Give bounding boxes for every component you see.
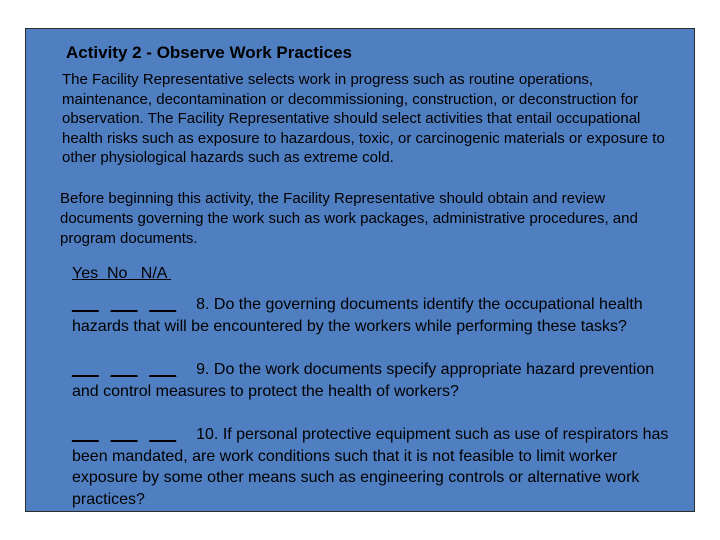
question-text: Do the governing documents identify the occupational health hazards that will be encountered by the workers while performing these tasks? [72, 296, 643, 335]
instructions-paragraph: Before beginning this activity, the Facility Representative should obtain and review documents governing the work such as work packages, administrative procedures, and program documents. [60, 190, 638, 247]
na-blank[interactable]: ___ [149, 361, 177, 378]
question-number: 8. [196, 296, 210, 313]
no-blank[interactable]: ___ [110, 296, 138, 313]
answer-column-header: Yes No N/A [72, 265, 172, 282]
activity-title: Activity 2 - Observe Work Practices [66, 43, 352, 62]
question-number: 10. [196, 426, 219, 443]
question-text: Do the work documents specify appropriate hazard prevention and control measures to protect the health of workers? [72, 361, 655, 400]
no-blank[interactable]: ___ [110, 426, 138, 443]
na-blank[interactable]: ___ [149, 296, 177, 313]
question-8 [72, 294, 682, 337]
na-blank[interactable]: ___ [149, 426, 177, 443]
question-number: 9. [196, 361, 210, 378]
question-text: If personal protective equipment such as use of respirators has been mandated, are work conditions such that it is not feasible to limit worker exposure by some other means such as engineering controls or alternative work practices? [72, 426, 669, 508]
question-9 [72, 359, 682, 402]
yes-blank[interactable]: ___ [72, 361, 99, 378]
yes-blank[interactable]: ___ [72, 426, 99, 443]
yes-blank[interactable]: ___ [72, 296, 99, 313]
no-blank[interactable]: ___ [110, 361, 138, 378]
activity-panel [25, 28, 695, 512]
intro-paragraph: The Facility Representative selects work in progress such as routine operations, maintenance, decontamination or decommissioning, construction, or deconstruction for observation. The Facility Representative should select activities that entail occupational health risks such as exposure to hazardous, toxic, or carcinogenic materials or exposure to other physiological hazards such as extreme cold. [62, 71, 665, 167]
question-10 [72, 424, 682, 510]
